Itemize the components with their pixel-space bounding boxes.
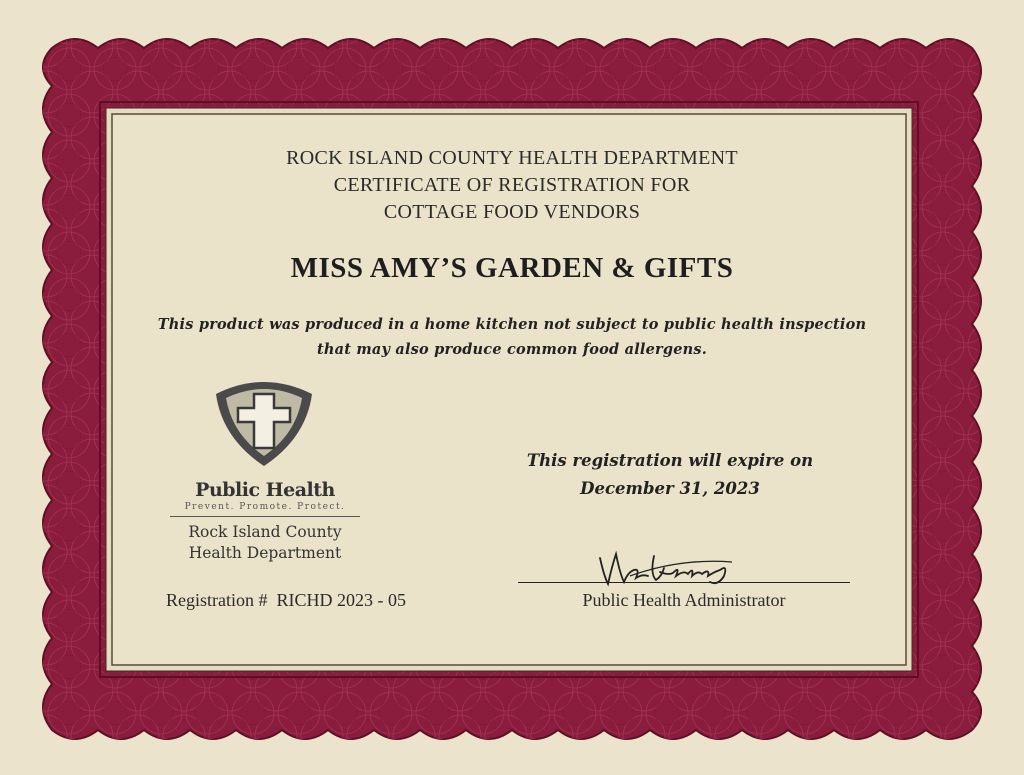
registration-number: Registration # RICHD 2023 - 05 — [166, 590, 406, 610]
logo-divider — [170, 516, 360, 517]
logo-title: Public Health — [195, 479, 335, 501]
disclaimer-line-1: This product was produced in a home kitchen not subject to public health inspection — [157, 316, 867, 333]
logo-dept-line-1: Rock Island County — [188, 523, 342, 541]
header-line-2: CERTIFICATE OF REGISTRATION FOR — [333, 174, 691, 196]
shield-cross-icon — [210, 376, 318, 468]
disclaimer-line-2: that may also produce common food allergens. — [316, 341, 708, 358]
expiration-line-1: This registration will expire on — [526, 451, 814, 470]
vendor-name: MISS AMY’S GARDEN & GIFTS — [290, 252, 734, 284]
header-line-1: ROCK ISLAND COUNTY HEALTH DEPARTMENT — [286, 147, 738, 169]
logo-dept-line-2: Health Department — [188, 544, 342, 562]
signature-title: Public Health Administrator — [582, 590, 786, 610]
expiration-date: December 31, 2023 — [580, 479, 760, 498]
header-line-3: COTTAGE FOOD VENDORS — [383, 201, 641, 223]
signature — [590, 546, 750, 592]
signature-line — [518, 582, 850, 583]
logo-tagline: Prevent. Promote. Protect. — [184, 502, 346, 512]
